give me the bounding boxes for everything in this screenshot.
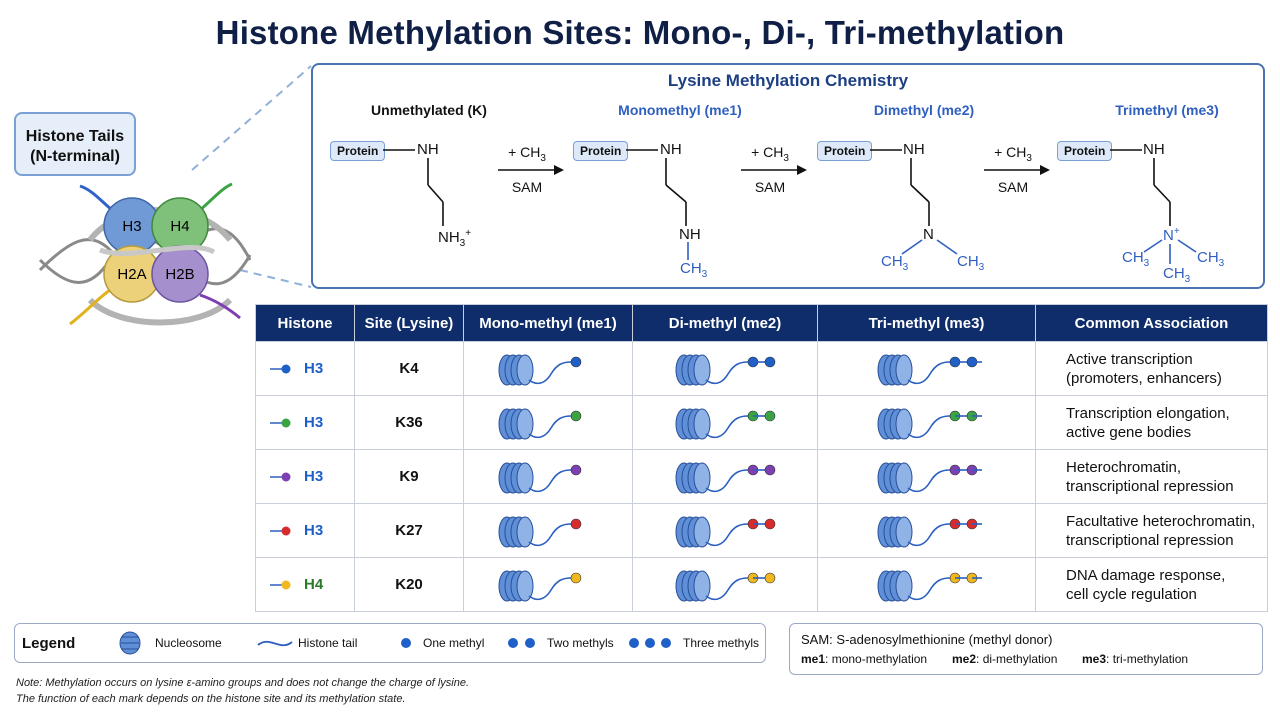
nucleosome-icon: [120, 632, 140, 654]
histone-tail: [908, 470, 950, 491]
abbr-me1: [801, 652, 927, 666]
nucleosome-methyl-graphic: [872, 562, 982, 608]
association-cell: [1036, 450, 1268, 504]
association-line-1: Heterochromatin,: [1066, 458, 1182, 476]
nucleosome-methyl-graphic: [872, 346, 982, 392]
amine-nh-3: NH: [903, 141, 925, 158]
methyl-tri-1: $CH_3$: [1122, 249, 1150, 269]
histone-name: H3: [304, 360, 324, 377]
association-line-1: Facultative heterochromatin,: [1066, 512, 1256, 530]
abbr-me2-key: me2: [952, 652, 977, 666]
sam-definition-box: [789, 623, 1263, 675]
abbr-me3: [1082, 652, 1188, 666]
association-line-2: transcriptional repression: [1066, 531, 1234, 549]
abbr-me3-text: : tri-methylation: [1106, 652, 1189, 666]
nucleosome-methyl-graphic: [872, 454, 982, 500]
abbr-me2: [952, 652, 1057, 666]
amine-nh-4: NH: [1143, 141, 1165, 158]
reagent-label-1: + $CH_3$: [508, 144, 546, 164]
legend-label-two: Two methyls: [547, 636, 614, 650]
protein-box-2: Protein: [573, 141, 628, 161]
site-cell: K4: [355, 342, 464, 396]
h2a-label: H2A: [117, 266, 147, 283]
legend-label-tail: Histone tail: [298, 636, 358, 650]
stage-label-trimethyl: Trimethyl (me3): [1115, 102, 1219, 118]
chemistry-title: Lysine Methylation Chemistry: [667, 71, 909, 90]
histone-tail: [908, 524, 950, 545]
histone-name: H3: [304, 522, 324, 539]
nucleosome-methyl-graphic: [872, 508, 982, 554]
header-tri: Tri-methyl (me3): [818, 305, 1036, 342]
protein-box-1: Protein: [330, 141, 385, 161]
me3-cell: [818, 558, 1036, 612]
two-methyls-icon: [508, 638, 535, 648]
cofactor-label-3: SAM: [997, 179, 1029, 195]
header-mono: Mono-methyl (me1): [464, 305, 633, 342]
abbr-me1-text: : mono-methylation: [825, 652, 928, 666]
me3-cell: [818, 504, 1036, 558]
histone-name: H3: [304, 414, 324, 431]
association-line-1: Active transcription: [1066, 350, 1193, 368]
me3-cell: [818, 396, 1036, 450]
reagent-label-3: + $CH_3$: [994, 144, 1032, 164]
methyl-di-2: $CH_3$: [957, 253, 985, 273]
legend-label-one: One methyl: [423, 636, 485, 650]
tails-label-line1: Histone Tails: [25, 128, 125, 145]
three-methyls-icon: [629, 638, 671, 648]
amine-nh-2: NH: [660, 141, 682, 158]
association-line-2: transcriptional repression: [1066, 477, 1234, 495]
methyl-tri-2: $CH_3$: [1197, 249, 1225, 269]
histone-tail: [908, 362, 950, 383]
methyl-tri-3: $CH_3$: [1163, 265, 1191, 285]
one-methyl-icon: [401, 638, 411, 648]
legend-label-nucleosome: Nucleosome: [155, 636, 222, 650]
header-histone: Histone: [256, 305, 355, 342]
tails-label-line2: (N-terminal): [30, 148, 120, 165]
cofactor-label-1: SAM: [511, 179, 543, 195]
histone-tail: [908, 416, 950, 437]
note-line-1: Note: Methylation occurs on lysine ε-amino groups and does not change the charge of lysine.: [16, 677, 470, 689]
histone-name: H3: [304, 468, 324, 485]
terminal-nh-mono: NH: [679, 226, 701, 243]
methyl-mono: $CH_3$: [680, 260, 708, 280]
header-di: Di-methyl (me2): [633, 305, 818, 342]
association-cell: [1036, 558, 1268, 612]
cofactor-label-2: SAM: [754, 179, 786, 195]
header-association: Common Association: [1036, 305, 1268, 342]
association-line-2: active gene bodies: [1066, 423, 1192, 441]
legend-title: Legend: [22, 635, 76, 652]
header-site: Site (Lysine): [355, 305, 464, 342]
abbr-me1-key: me1: [801, 652, 826, 666]
h4-label: H4: [170, 218, 190, 235]
association-cell: [1036, 342, 1268, 396]
histone-tail: [908, 578, 950, 599]
protein-box-4: Protein: [1057, 141, 1112, 161]
association-cell: [1036, 504, 1268, 558]
terminal-nh3-plus: $NH_3^+$: [438, 228, 472, 249]
amine-nh-1: NH: [417, 141, 439, 158]
me3-cell: [818, 450, 1036, 504]
page-title: Histone Methylation Sites: Mono-, Di-, Tri-methylation: [215, 14, 1065, 51]
stage-label-dimethyl: Dimethyl (me2): [873, 102, 975, 118]
nucleosome-methyl-graphic: [872, 400, 982, 446]
association-line-2: cell cycle regulation: [1066, 585, 1197, 603]
abbr-me3-key: me3: [1082, 652, 1107, 666]
legend-label-three: Three methyls: [683, 636, 760, 650]
stage-label-unmethylated: Unmethylated (K): [371, 102, 487, 118]
association-cell: [1036, 396, 1268, 450]
stage-label-monomethyl: Monomethyl (me1): [618, 102, 742, 118]
site-cell: K9: [355, 450, 464, 504]
note-line-2: The function of each mark depends on the histone site and its methylation state.: [16, 693, 406, 705]
abbr-me2-text: : di-methylation: [976, 652, 1058, 666]
association-line-1: DNA damage response,: [1066, 566, 1226, 584]
h3-label: H3: [122, 218, 142, 235]
arrow-head-3: [1040, 165, 1050, 175]
terminal-n-plus: N+: [1163, 226, 1180, 244]
histone-tail-icon: [258, 642, 292, 646]
methyl-di-1: $CH_3$: [881, 253, 909, 273]
site-cell: K36: [355, 396, 464, 450]
h2b-label: H2B: [165, 266, 195, 283]
association-line-2: (promoters, enhancers): [1066, 369, 1222, 387]
me3-cell: [818, 342, 1036, 396]
protein-box-3: Protein: [817, 141, 872, 161]
terminal-n-di: N: [923, 226, 934, 243]
reagent-label-2: + $CH_3$: [751, 144, 789, 164]
association-line-1: Transcription elongation,: [1066, 404, 1230, 422]
site-cell: K20: [355, 558, 464, 612]
sam-definition: SAM: S-adenosylmethionine (methyl donor): [801, 632, 1053, 647]
histone-name: H4: [304, 576, 324, 593]
site-cell: K27: [355, 504, 464, 558]
